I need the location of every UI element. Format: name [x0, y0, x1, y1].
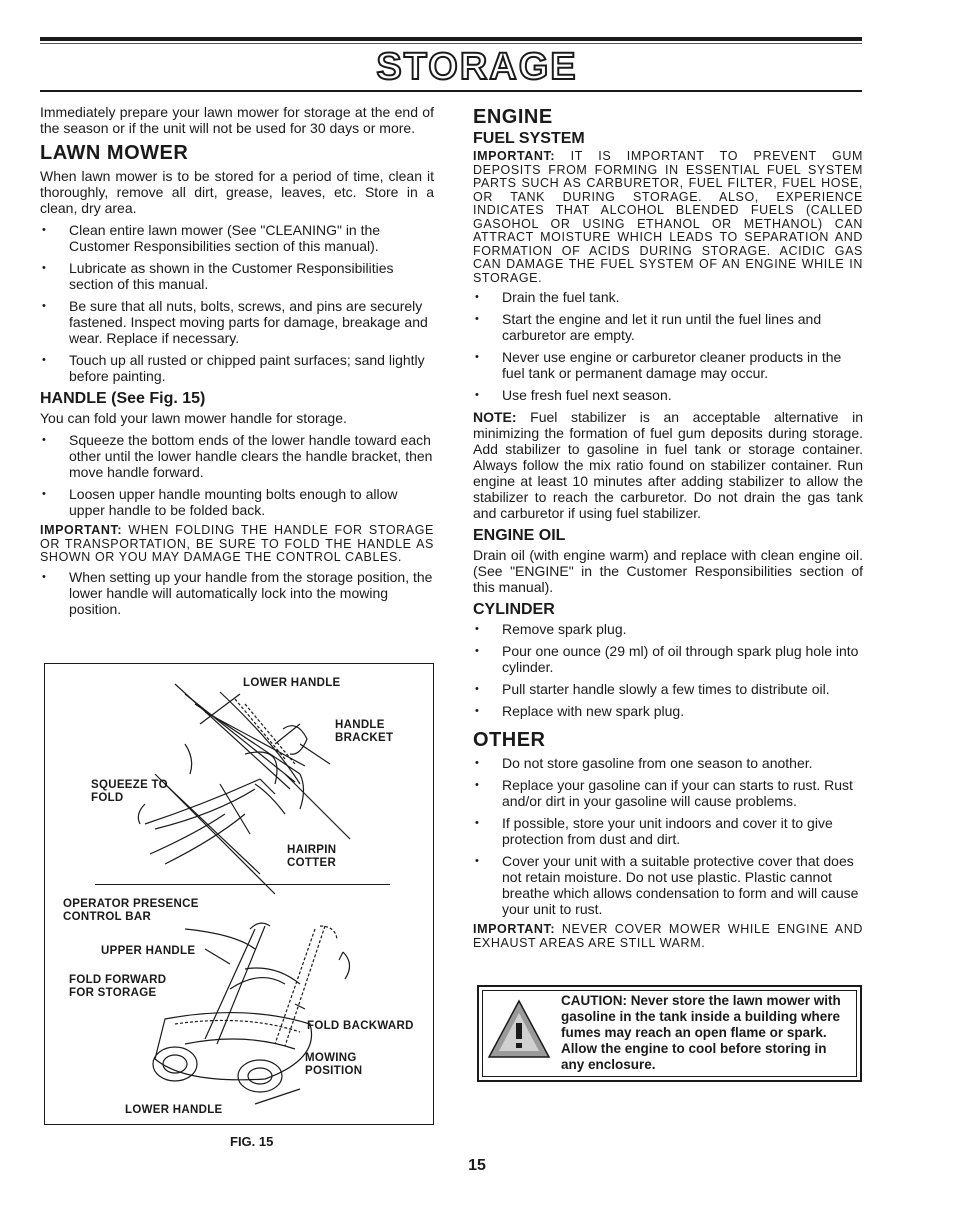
list-item: • Start the engine and let it run until the fuel lines and carburetor are empty. — [473, 311, 863, 343]
important-label: IMPORTANT: — [473, 149, 556, 163]
list-item: • Pour one ounce (29 ml) of oil through spark plug hole into cylinder. — [473, 643, 863, 675]
fuel-important — [473, 150, 863, 285]
fuel-system-heading: FUEL SYSTEM — [473, 130, 585, 147]
note-text: Fuel stabilizer is an acceptable alternative in minimizing the formation of fuel gum deposits during storage. Add stabilizer to gasoline in fuel tank or storage container. Always follow the mix ratio found on stabilizer container. Run engine at least 10 minutes after adding stabilizer to allow the stabilizer to reach the carburetor. Do not drain the gas tank and carburetor if using fuel stabilizer. — [473, 409, 864, 521]
list-item: • If possible, store your unit indoors and cover it to give protection from dust and dirt. — [473, 815, 863, 847]
list-item: • When setting up your handle from the storage position, the lower handle will automatically lock into the mowing position. — [40, 569, 434, 617]
label-handle: HANDLE — [335, 719, 385, 731]
label-lower-handle-top: LOWER HANDLE — [243, 677, 341, 689]
cylinder-list — [473, 621, 863, 719]
other-list — [473, 755, 863, 917]
list-item: • Replace your gasoline can if your can starts to rust. Rust and/or dirt in your gasoline will cause problems. — [473, 777, 863, 809]
top-rule-thin — [40, 43, 862, 44]
list-item: • Clean entire lawn mower (See "CLEANING" in the Customer Responsibilities section of this manual). — [40, 222, 434, 254]
page-title: STORAGE — [376, 46, 578, 88]
note-paragraph — [473, 409, 863, 521]
figure-caption: FIG. 15 — [230, 1134, 274, 1149]
important-text: WHEN FOLDING THE HANDLE FOR STORAGE OR TRANSPORTATION, BE SURE TO FOLD THE HANDLE AS SHOWN OR YOU MAY DAMAGE THE CONTROL CABLES. — [40, 523, 434, 564]
label-mowing: MOWING — [305, 1052, 357, 1064]
list-item: • Remove spark plug. — [473, 621, 863, 637]
list-item: • Be sure that all nuts, bolts, screws, and pins are securely fastened. Inspect moving parts for damage, breakage and wear. Replace if necessary. — [40, 298, 434, 346]
label-for-storage: FOR STORAGE — [69, 987, 157, 999]
other-heading: OTHER — [473, 729, 546, 751]
figure-15 — [44, 663, 434, 1125]
handle-list — [40, 432, 434, 518]
intro-paragraph: Immediately prepare your lawn mower for storage at the end of the season or if the unit will not be used for 30 days or more. — [40, 104, 434, 136]
lawn-mower-heading: LAWN MOWER — [40, 142, 189, 164]
caution-box — [477, 985, 862, 1082]
important-label: IMPORTANT: — [40, 523, 123, 537]
lawn-mower-list — [40, 222, 434, 384]
list-item: • Loosen upper handle mounting bolts enough to allow upper handle to be folded back. — [40, 486, 434, 518]
label-fold-forward: FOLD FORWARD — [69, 974, 167, 986]
important-text: NEVER COVER MOWER WHILE ENGINE AND EXHAUST AREAS ARE STILL WARM. — [473, 922, 863, 950]
note-label: NOTE: — [473, 409, 517, 425]
caution-text: CAUTION: Never store the lawn mower with gasoline in the tank inside a building where fumes may reach an open flame or spark. Allow the engine to cool before storing in any enclosure. — [561, 993, 841, 1072]
handle-heading: HANDLE (See Fig. 15) — [40, 390, 206, 407]
page-number: 15 — [468, 1157, 486, 1174]
label-operator-presence: OPERATOR PRESENCE — [63, 898, 199, 910]
other-important — [473, 923, 863, 950]
handle-text: You can fold your lawn mower handle for storage. — [40, 410, 347, 426]
handle-list-2 — [40, 569, 434, 617]
label-lower-handle-bottom: LOWER HANDLE — [125, 1104, 223, 1116]
engine-oil-text: Drain oil (with engine warm) and replace with clean engine oil. (See "ENGINE" in the Customer Responsibilities section of this manual). — [473, 547, 863, 595]
warning-triangle-icon — [487, 999, 551, 1061]
label-fold-backward: FOLD BACKWARD — [307, 1020, 414, 1032]
handle-important — [40, 524, 434, 565]
top-rule — [40, 37, 862, 41]
engine-oil-heading: ENGINE OIL — [473, 527, 566, 544]
list-item: • Lubricate as shown in the Customer Responsibilities section of this manual. — [40, 260, 434, 292]
label-hairpin: HAIRPIN — [287, 844, 337, 856]
list-item: • Drain the fuel tank. — [473, 289, 863, 305]
left-column — [40, 104, 434, 623]
list-item: • Never use engine or carburetor cleaner products in the fuel tank or permanent damage may occur. — [473, 349, 863, 381]
label-upper-handle: UPPER HANDLE — [101, 945, 196, 957]
right-column — [473, 104, 863, 954]
label-bracket: BRACKET — [335, 732, 394, 744]
list-item: • Do not store gasoline from one season to another. — [473, 755, 863, 771]
lawn-mower-text: When lawn mower is to be stored for a period of time, clean it thoroughly, remove all dirt, grease, leaves, etc. Store in a clean, dry area. — [40, 168, 434, 216]
list-item: • Cover your unit with a suitable protective cover that does not retain moisture. Do not use plastic. Plastic cannot breathe which allows condensation to form and will cause your unit to rust. — [473, 853, 863, 917]
fuel-list — [473, 289, 863, 403]
list-item: • Squeeze the bottom ends of the lower handle toward each other until the lower handle clears the handle bracket, then move handle forward. — [40, 432, 434, 480]
engine-heading: ENGINE — [473, 106, 553, 128]
list-item: • Pull starter handle slowly a few times to distribute oil. — [473, 681, 863, 697]
label-control-bar: CONTROL BAR — [63, 911, 152, 923]
important-text: IT IS IMPORTANT TO PREVENT GUM DEPOSITS FROM FORMING IN ESSENTIAL FUEL SYSTEM PARTS SUCH AS CARBURETOR, FUEL FILTER, FUEL HOSE, OR TANK DURING STORAGE. ALSO, EXPERIENCE INDICATES THAT ALCOHOL BLENDED FUELS (CALLED GASOHOL OR USING ETHANOL OR METHANOL) CAN ATTRACT MOISTURE WHICH LEADS TO SEPARATION AND FORMATION OF ACIDS DURING STORAGE. ACIDIC GAS CAN DAMAGE THE FUEL SYSTEM OF AN ENGINE WHILE IN STORAGE. — [473, 149, 864, 285]
list-item: • Touch up all rusted or chipped paint surfaces; sand lightly before painting. — [40, 352, 434, 384]
cylinder-heading: CYLINDER — [473, 601, 555, 618]
label-fold: FOLD — [91, 792, 124, 804]
label-position: POSITION — [305, 1065, 363, 1077]
list-item: • Use fresh fuel next season. — [473, 387, 863, 403]
label-squeeze-to: SQUEEZE TO — [91, 779, 168, 791]
label-cotter: COTTER — [287, 857, 337, 869]
figure-divider — [95, 884, 390, 885]
important-label: IMPORTANT: — [473, 922, 556, 936]
title-rule — [40, 90, 862, 92]
list-item: • Replace with new spark plug. — [473, 703, 863, 719]
